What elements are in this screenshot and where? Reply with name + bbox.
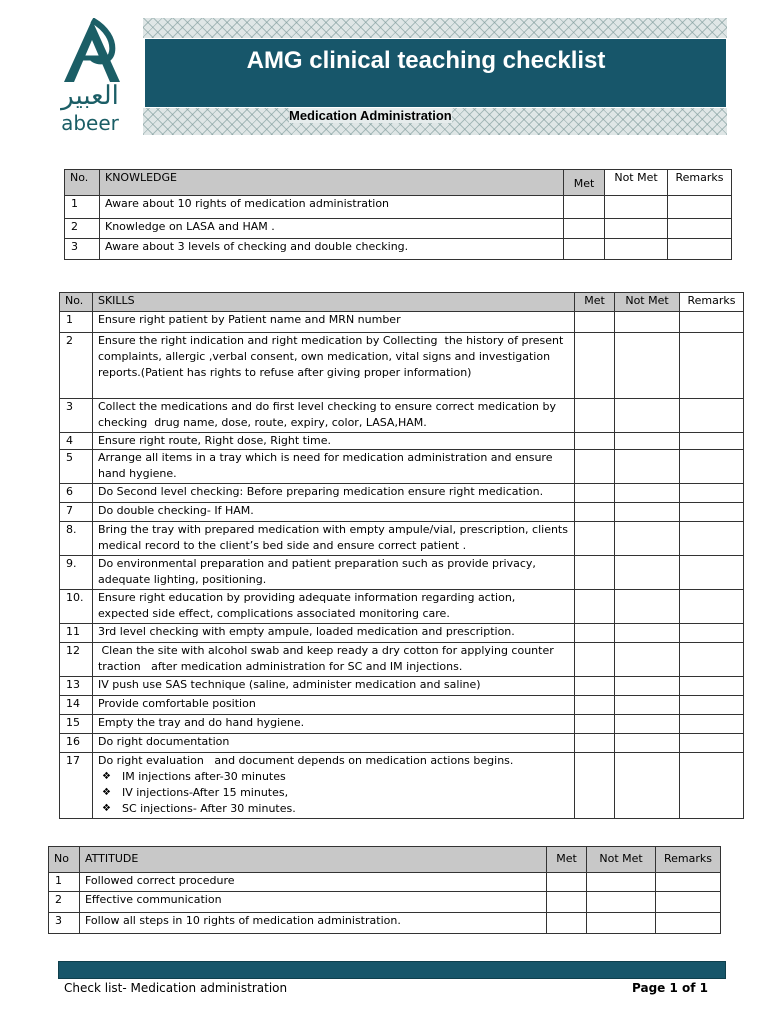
- row-item-text: Ensure the right indication and right medication by Collecting the history of present complaints, allergic ,verbal consent, own medication, vital signs and investigation reports.(Patient has rights to refuse after giving proper information): [97, 334, 567, 379]
- met-cell[interactable]: [564, 196, 605, 219]
- col-met-header: Met: [564, 170, 605, 196]
- header-pattern-top: [143, 18, 727, 38]
- not-met-cell[interactable]: [605, 219, 668, 239]
- skills-row: [60, 753, 744, 819]
- row-number: 16: [60, 734, 93, 753]
- remarks-cell[interactable]: [679, 677, 743, 696]
- logo-latin-text: abeer: [61, 111, 119, 135]
- skills-row: [60, 696, 744, 715]
- remarks-cell[interactable]: [679, 484, 743, 503]
- knowledge-row: [65, 196, 732, 219]
- row-number: 2: [49, 892, 80, 913]
- not-met-cell[interactable]: [615, 590, 680, 624]
- skills-row: [60, 503, 744, 522]
- col-no-header: No.: [60, 293, 93, 312]
- remarks-cell[interactable]: [679, 399, 743, 433]
- skills-row: [60, 433, 744, 450]
- attitude-row: [49, 892, 721, 913]
- remarks-cell[interactable]: [679, 503, 743, 522]
- not-met-cell[interactable]: [587, 892, 656, 913]
- met-cell[interactable]: [575, 696, 615, 715]
- page-title: AMG clinical teaching checklist: [246, 47, 606, 74]
- not-met-cell[interactable]: [615, 643, 680, 677]
- remarks-cell[interactable]: [679, 312, 743, 333]
- attitude-row: [49, 873, 721, 892]
- skills-header-row: [60, 293, 744, 312]
- remarks-cell[interactable]: [655, 913, 720, 934]
- row-item-cell: [92, 312, 574, 333]
- row-item-text: Do environmental preparation and patient preparation such as provide privacy, adequate lighting, positioning.: [97, 557, 540, 586]
- met-cell[interactable]: [575, 450, 615, 484]
- col-item-header: ATTITUDE: [79, 847, 546, 873]
- page-subtitle: [289, 108, 489, 124]
- row-item-cell: [92, 715, 574, 734]
- row-item-text: Ensure right route, Right dose, Right time.: [97, 434, 332, 447]
- not-met-cell[interactable]: [615, 503, 680, 522]
- remarks-cell[interactable]: [667, 239, 731, 260]
- col-met-header: Met: [575, 293, 615, 312]
- not-met-cell[interactable]: [615, 715, 680, 734]
- row-item-cell: [92, 450, 574, 484]
- skills-row: [60, 484, 744, 503]
- knowledge-header-row: [65, 170, 732, 196]
- row-item-cell: [92, 522, 574, 556]
- remarks-cell[interactable]: [679, 433, 743, 450]
- not-met-cell[interactable]: [615, 556, 680, 590]
- row-item-text: Collect the medications and do first level checking to ensure correct medication by checking drug name, dose, route, expiry, color, LASA,HAM.: [97, 400, 560, 429]
- row-item-text: Bring the tray with prepared medication with empty ampule/vial, prescription, clients medical record to the client’s bed side and ensure correct patient .: [97, 523, 572, 552]
- col-item-header: SKILLS: [92, 293, 574, 312]
- evaluation-time-item: ❖ IV injections-After 15 minutes,: [122, 785, 569, 801]
- met-cell[interactable]: [575, 753, 615, 819]
- row-item-text: Ensure right education by providing adequate information regarding action, expected side effect, complications associated monitoring care.: [97, 591, 519, 620]
- footer-bar: [58, 961, 726, 979]
- col-not-met-header: Not Met: [587, 847, 656, 873]
- met-cell[interactable]: [575, 522, 615, 556]
- remarks-cell[interactable]: [655, 873, 720, 892]
- row-item-cell: [99, 239, 563, 260]
- col-not-met-header: Not Met: [605, 170, 668, 196]
- remarks-cell[interactable]: [679, 590, 743, 624]
- row-number: 5: [60, 450, 93, 484]
- remarks-cell[interactable]: [679, 450, 743, 484]
- row-item-text: Aware about 3 levels of checking and double checking.: [104, 240, 409, 253]
- row-number: 1: [49, 873, 80, 892]
- col-met-header: Met: [547, 847, 587, 873]
- met-cell[interactable]: [564, 219, 605, 239]
- row-item-text: Do Second level checking: Before preparing medication ensure right medication.: [97, 485, 544, 498]
- row-number: 15: [60, 715, 93, 734]
- row-item-text: Empty the tray and do hand hygiene.: [97, 716, 305, 729]
- col-no-header: No: [49, 847, 80, 873]
- row-item-cell: [92, 333, 574, 399]
- row-item-cell: [92, 399, 574, 433]
- met-cell[interactable]: [547, 892, 587, 913]
- row-number: 2: [60, 333, 93, 399]
- met-cell[interactable]: [575, 734, 615, 753]
- row-item-cell: [92, 677, 574, 696]
- skills-row: [60, 734, 744, 753]
- remarks-cell[interactable]: [679, 333, 743, 399]
- row-item-text: Follow all steps in 10 rights of medication administration.: [84, 914, 401, 927]
- remarks-cell[interactable]: [679, 643, 743, 677]
- row-number: 4: [60, 433, 93, 450]
- remarks-cell[interactable]: [679, 696, 743, 715]
- row-item-cell: [79, 873, 546, 892]
- not-met-cell[interactable]: [615, 399, 680, 433]
- row-item-cell: [92, 484, 574, 503]
- met-cell[interactable]: [575, 624, 615, 643]
- not-met-cell[interactable]: [615, 450, 680, 484]
- row-number: 1: [60, 312, 93, 333]
- col-remarks-header: Remarks: [679, 293, 743, 312]
- skills-row: [60, 590, 744, 624]
- footer-document-name: Check list- Medication administration: [64, 981, 288, 995]
- row-item-cell: [92, 433, 574, 450]
- remarks-cell[interactable]: [667, 219, 731, 239]
- abeer-logo: [44, 18, 136, 136]
- row-item-cell: [79, 892, 546, 913]
- row-item-text: Knowledge on LASA and HAM .: [104, 220, 275, 233]
- met-cell[interactable]: [575, 677, 615, 696]
- knowledge-row: [65, 239, 732, 260]
- evaluation-time-list: [98, 769, 569, 817]
- row-number: 6: [60, 484, 93, 503]
- evaluation-time-item: ❖ IM injections after-30 minutes: [122, 769, 569, 785]
- row-item-cell: [92, 590, 574, 624]
- remarks-cell[interactable]: [679, 556, 743, 590]
- row-item-cell: [92, 556, 574, 590]
- remarks-cell[interactable]: [679, 522, 743, 556]
- row-item-cell: [79, 913, 546, 934]
- col-item-header: KNOWLEDGE: [99, 170, 563, 196]
- not-met-cell[interactable]: [587, 873, 656, 892]
- row-item-text: Do double checking- If HAM.: [97, 504, 254, 517]
- not-met-cell[interactable]: [615, 333, 680, 399]
- skills-row: [60, 312, 744, 333]
- row-item-cell: [92, 753, 574, 819]
- row-number: 14: [60, 696, 93, 715]
- met-cell[interactable]: [575, 333, 615, 399]
- row-item-text: Do right evaluation and document depends on medication actions begins.: [97, 754, 514, 767]
- skills-row: [60, 715, 744, 734]
- col-remarks-header: Remarks: [655, 847, 720, 873]
- skills-row: [60, 399, 744, 433]
- not-met-cell[interactable]: [615, 753, 680, 819]
- skills-table: [59, 292, 744, 819]
- row-item-text: Provide comfortable position: [97, 697, 256, 710]
- row-item-text: Do right documentation: [97, 735, 230, 748]
- skills-row: [60, 677, 744, 696]
- knowledge-table: [64, 169, 732, 260]
- met-cell[interactable]: [575, 399, 615, 433]
- row-item-text: Followed correct procedure: [84, 874, 235, 887]
- attitude-row: [49, 913, 721, 934]
- row-item-text: Arrange all items in a tray which is need for medication administration and ensure hand hygiene.: [97, 451, 556, 480]
- row-item-cell: [92, 643, 574, 677]
- met-cell[interactable]: [575, 556, 615, 590]
- skills-row: [60, 333, 744, 399]
- remarks-cell[interactable]: [679, 715, 743, 734]
- met-cell[interactable]: [547, 873, 587, 892]
- footer-page-number: Page 1 of 1: [632, 981, 708, 995]
- page-subtitle-text: Medication Administration: [289, 108, 452, 123]
- col-no-header: No.: [65, 170, 100, 196]
- row-number: 8.: [60, 522, 93, 556]
- not-met-cell[interactable]: [615, 734, 680, 753]
- row-item-text: Effective communication: [84, 893, 222, 906]
- not-met-cell[interactable]: [615, 433, 680, 450]
- row-item-cell: [92, 734, 574, 753]
- met-cell[interactable]: [564, 239, 605, 260]
- skills-row: [60, 643, 744, 677]
- remarks-cell[interactable]: [679, 734, 743, 753]
- not-met-cell[interactable]: [615, 696, 680, 715]
- met-cell[interactable]: [575, 312, 615, 333]
- remarks-cell[interactable]: [679, 624, 743, 643]
- not-met-cell[interactable]: [615, 677, 680, 696]
- not-met-cell[interactable]: [605, 196, 668, 219]
- met-cell[interactable]: [575, 503, 615, 522]
- row-number: 11: [60, 624, 93, 643]
- row-item-cell: [92, 696, 574, 715]
- row-item-text: Aware about 10 rights of medication administration: [104, 197, 390, 210]
- remarks-cell[interactable]: [655, 892, 720, 913]
- col-not-met-header: Not Met: [615, 293, 680, 312]
- skills-row: [60, 556, 744, 590]
- remarks-cell[interactable]: [679, 753, 743, 819]
- row-number: 12: [60, 643, 93, 677]
- not-met-cell[interactable]: [615, 522, 680, 556]
- row-item-text: Clean the site with alcohol swab and keep ready a dry cotton for applying counter traction after medication administration for SC and IM injections.: [97, 644, 558, 673]
- logo-arabic-text: العبير: [61, 81, 119, 111]
- row-number: 7: [60, 503, 93, 522]
- row-number: 3: [49, 913, 80, 934]
- attitude-header-row: [49, 847, 721, 873]
- row-number: 1: [65, 196, 100, 219]
- met-cell[interactable]: [547, 913, 587, 934]
- not-met-cell[interactable]: [615, 484, 680, 503]
- row-item-text: IV push use SAS technique (saline, administer medication and saline): [97, 678, 481, 691]
- row-item-text: Ensure right patient by Patient name and MRN number: [97, 313, 401, 326]
- row-number: 3: [60, 399, 93, 433]
- not-met-cell[interactable]: [587, 913, 656, 934]
- row-item-cell: [99, 219, 563, 239]
- not-met-cell[interactable]: [615, 312, 680, 333]
- skills-row: [60, 624, 744, 643]
- met-cell[interactable]: [575, 643, 615, 677]
- skills-row: [60, 522, 744, 556]
- not-met-cell[interactable]: [615, 624, 680, 643]
- row-item-text: 3rd level checking with empty ampule, loaded medication and prescription.: [97, 625, 515, 638]
- met-cell[interactable]: [575, 715, 615, 734]
- met-cell[interactable]: [575, 590, 615, 624]
- row-number: 17: [60, 753, 93, 819]
- abeer-logo-icon: [52, 18, 132, 84]
- row-item-cell: [92, 503, 574, 522]
- evaluation-time-item: ❖ SC injections- After 30 minutes.: [122, 801, 569, 817]
- row-number: 2: [65, 219, 100, 239]
- row-number: 3: [65, 239, 100, 260]
- met-cell[interactable]: [575, 433, 615, 450]
- knowledge-row: [65, 219, 732, 239]
- row-number: 9.: [60, 556, 93, 590]
- row-number: 13: [60, 677, 93, 696]
- row-item-cell: [99, 196, 563, 219]
- remarks-cell[interactable]: [667, 196, 731, 219]
- row-number: 10.: [60, 590, 93, 624]
- not-met-cell[interactable]: [605, 239, 668, 260]
- col-remarks-header: Remarks: [667, 170, 731, 196]
- skills-row: [60, 450, 744, 484]
- met-cell[interactable]: [575, 484, 615, 503]
- row-item-cell: [92, 624, 574, 643]
- attitude-table: [48, 846, 721, 934]
